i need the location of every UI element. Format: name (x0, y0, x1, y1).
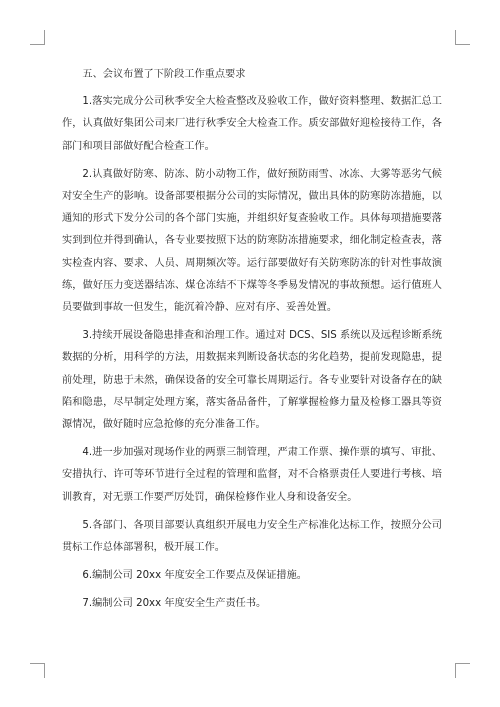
paragraph-3: 3.持续开展设备隐患排查和治理工作。通过对 DCS、SIS 系统以及远程诊断系统数据的分析，用科学的方法，用数据来判断设备状态的劣化趋势，提前发现隐患，提前处理，防患于未然，确保设备的安全可靠长周期运行。各专业要针对设备存在的缺陷和隐患，尽早制定处理方案，落实备品备件，了解掌握检修力量及检修工器具等资源情况，做好随时应急抢修的充分准备工作。 (62, 330, 442, 431)
paragraph-2: 2.认真做好防寒、防冻、防小动物工作，做好预防雨雪、冰冻、大雾等恶劣气候对安全生产的影响。设备部要根据分公司的实际情况，做出具体的防寒防冻措施，以通知的形式下发分公司的各个部门实施，并组织好复查验收工作。具体每项措施要落实到到位并得到确认，各专业要按照下达的防寒防冻措施要求，细化制定检查表，落实检查内容、要求、人员、周期频次等。运行部要做好有关防寒防冻的针对性事故演练，做好压力变送器结冻、煤仓冻结不下煤等冬季易发情况的事故预想。运行值班人员要做到事故一但发生，能沉着冷静、应对有序、妥善处置。 (62, 168, 442, 314)
paragraph-5: 5.各部门、各项目部要认真组织开展电力安全生产标准化达标工作，按照分公司贯标工作总体部署积，极开展工作。 (62, 519, 442, 554)
paragraph-6: 6.编制公司 20xx 年度安全工作要点及保证措施。 (82, 570, 307, 582)
crop-mark-bottom-right (455, 663, 470, 678)
crop-mark-top-right (455, 30, 470, 45)
document-body (62, 64, 442, 616)
crop-mark-top-left (30, 30, 45, 45)
section-heading: 五、会议布置了下阶段工作重点要求 (82, 69, 246, 80)
crop-mark-bottom-left (30, 663, 45, 678)
paragraph-1: 1.落实完成分公司秋季安全大检查整改及验收工作，做好资料整理、数据汇总工作，认真做好集团公司来厂进行秋季安全大检查工作。质安部做好迎检接待工作，各部门和项目部做好配合检查工作。 (62, 96, 442, 152)
paragraph-7: 7.编制公司 20xx 年度安全生产责任书。 (82, 598, 267, 610)
paragraph-4: 4.进一步加强对现场作业的两票三制管理，严肃工作票、操作票的填写、审批、安措执行、许可等环节进行全过程的管理和监督，对不合格票责任人要进行考核、培训教育，对无票工作要严厉处罚，确保检修作业人身和设备安全。 (62, 447, 442, 503)
